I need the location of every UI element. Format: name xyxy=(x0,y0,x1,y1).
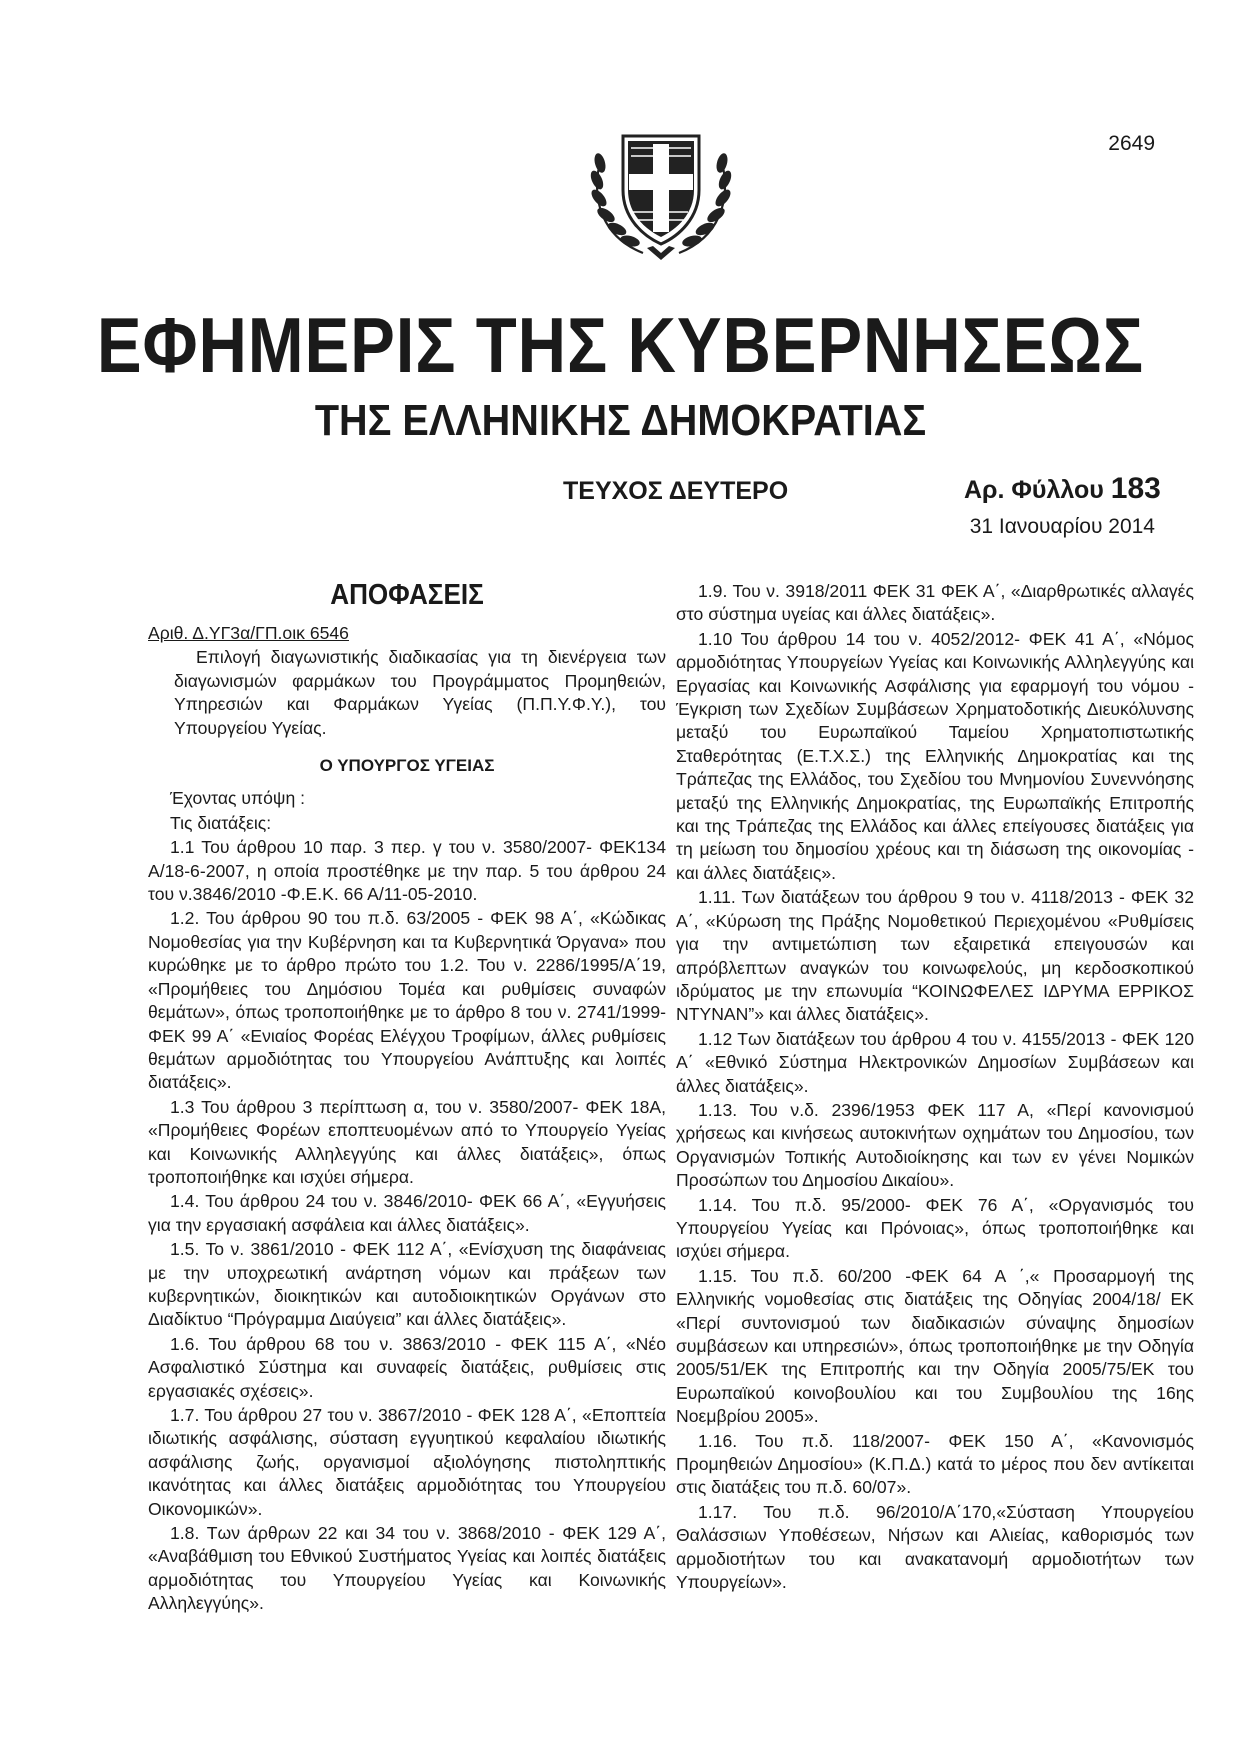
provision-paragraph: 1.15. Του π.δ. 60/200 -ΦΕΚ 64 Α ΄,« Προσαρμογή της Ελληνικής νομοθεσίας στις διατάξεις της Οδηγίας 2004/18/ ΕΚ «Περί συντονισμού των διαδικασιών σύναψης δημοσίων συμβάσεων και υπηρεσιών», όπως τροποποιήθηκε με την Οδηγία 2005/51/ΕΚ της Επιτροπής και την Οδηγία 2005/75/ΕΚ του Ευρωπαϊκού κοινοβουλίου και του Συμβουλίου της 16ης Νοεμβρίου 2005». xyxy=(676,1265,1194,1427)
left-column xyxy=(148,578,666,1617)
sheet-number: 183 xyxy=(1110,472,1161,505)
provisions-label: Τις διατάξεις: xyxy=(170,812,272,833)
provision-paragraph: 1.1 Του άρθρου 10 παρ. 3 περ. γ του ν. 3580/2007- ΦΕΚ134 Α/18-6-2007, η οποία προστέθηκε με την παρ. 5 του άρθρου 24 του ν.3846/2010 -Φ.Ε.Κ. 66 Α/11-05-2010. xyxy=(148,837,666,905)
publication-title: ΕΦΗΜΕΡΙΣ ΤΗΣ ΚΥΒΕΡΝΗΣΕΩΣ xyxy=(96,301,1145,389)
provision-paragraph: 1.11. Των διατάξεων του άρθρου 9 του ν. 4118/2013 - ΦΕΚ 32 Α΄, «Κύρωση της Πράξης Νομοθετικού Περιεχομένου «Ρυθμίσεις για την αντιμετώπιση των εξαιρετικά επειγουσών και απρόβλεπτων αναγκών του κοινωφελούς, μη κερδοσκοπικού ιδρύματος με την επωνυμία “ΚΟΙΝΩΦΕΛΕΣ ΙΔΡΥΜΑ ΕΡΡΙΚΟΣ ΝΤΥΝΑΝ”» και άλλες διατάξεις». xyxy=(676,887,1194,1025)
provision-paragraph: 1.10 Του άρθρου 14 του ν. 4052/2012- ΦΕΚ 41 Α΄, «Νόμος αρμοδιότητας Υπουργείων Υγείας και Κοινωνικής Αλληλεγγύης και Εργασίας και Κοινωνικής Ασφάλισης για εφαρμογή του νόμου - Έγκριση των Σχεδίων Συμβάσεων Χρηματοδοτικής Διευκόλυνσης μεταξύ του Ευρωπαϊκού Ταμείου Χρηματοπιστωτικής Σταθερότητας (Ε.Τ.Χ.Σ.) της Ελληνικής Δημοκρατίας και της Τράπεζας της Ελλάδος, του Σχεδίου του Μνημονίου Συνεννόησης μεταξύ της Ελληνικής Δημοκρατίας, της Ευρωπαϊκής Επιτροπής και της Τράπεζας της Ελλάδος και άλλες επείγουσες διατάξεις για τη μείωση του δημοσίου χρέους και τη διάσωση της οικονομίας - και άλλες διατάξεις». xyxy=(676,628,1194,883)
provision-paragraph: 1.13. Του ν.δ. 2396/1953 ΦΕΚ 117 Α, «Περί κανονισμού χρήσεως και κινήσεως αυτοκινήτων οχημάτων του Δημοσίου, των Οργανισμών Τοπικής Αυτοδιοίκησης και των εν γένει Νομικών Προσώπων του Δημοσίου Δικαίου». xyxy=(676,1099,1194,1191)
right-column xyxy=(676,580,1194,1595)
provision-paragraph: 1.7. Του άρθρου 27 του ν. 3867/2010 - ΦΕΚ 128 Α΄, «Εποπτεία ιδιωτικής ασφάλισης, σύσταση εγγυητικού κεφαλαίου ιδιωτικής ασφάλισης ζωής, οργανισμοί αξιολόγησης πιστοληπτικής ικανότητας και άλλες διατάξεις αρμοδιότητας του Υπουργείου Οικονομικών». xyxy=(148,1405,666,1519)
issue-type: ΤΕΥΧΟΣ ΔΕΥΤΕΡΟ xyxy=(563,477,789,505)
decision-subject: Επιλογή διαγωνιστικής διαδικασίας για τη διενέργεια των διαγωνισμών φαρμάκων του Προγράμματος Προμηθειών, Υπηρεσιών και Φαρμάκων Υγείας (Π.Π.Υ.Φ.Υ.), του Υπουργείου Υγείας. xyxy=(174,647,666,738)
sheet-number-label: Αρ. Φύλλου xyxy=(964,476,1104,504)
sheet-number-block xyxy=(964,472,1161,506)
provision-paragraph: 1.17. Του π.δ. 96/2010/Α΄170,«Σύσταση Υπουργείου Θαλάσσιων Υποθέσεων, Νήσων και Αλιείας, καθορισμός των αρμοδιοτήτων του και ανακατανομή αρμοδιοτήτων των Υπουργείων». xyxy=(676,1501,1194,1593)
provision-paragraph: 1.16. Του π.δ. 118/2007- ΦΕΚ 150 Α΄, «Κανονισμός Προμηθειών Δημοσίου» (Κ.Π.Δ.) κατά το μέρος που δεν αντίκειται στις διατάξεις του π.δ. 60/07». xyxy=(676,1430,1194,1498)
provision-paragraph: 1.8. Των άρθρων 22 και 34 του ν. 3868/2010 - ΦΕΚ 129 Α΄, «Αναβάθμιση του Εθνικού Συστήματος Υγείας και λοιπές διατάξεις αρμοδιότητας του Υπουργείου Υγείας και Κοινωνικής Αλληλεγγύης». xyxy=(148,1523,666,1614)
authority-heading: Ο ΥΠΟΥΡΓΟΣ ΥΓΕΙΑΣ xyxy=(319,756,495,776)
publication-subtitle: ΤΗΣ ΕΛΛΗΝΙΚΗΣ ΔΗΜΟΚΡΑΤΙΑΣ xyxy=(314,396,927,445)
decision-number: Αριθ. Δ.ΥΓ3α/ΓΠ.οικ 6546 xyxy=(148,623,349,643)
provision-paragraph: 1.9. Του ν. 3918/2011 ΦΕΚ 31 ΦΕΚ Α΄, «Διαρθρωτικές αλλαγές στο σύστημα υγείας και άλλες διατάξεις». xyxy=(676,581,1194,625)
provision-paragraph: 1.6. Του άρθρου 68 του ν. 3863/2010 - ΦΕΚ 115 Α΄, «Νέο Ασφαλιστικό Σύστημα και συναφείς διατάξεις, ρυθμίσεις στις εργασιακές σχέσεις». xyxy=(148,1333,666,1401)
provision-paragraph: 1.4. Του άρθρου 24 του ν. 3846/2010- ΦΕΚ 66 Α΄, «Εγγυήσεις για την εργασιακή ασφάλεια και άλλες διατάξεις». xyxy=(148,1191,666,1235)
provision-paragraph: 1.3 Του άρθρου 3 περίπτωση α, του ν. 3580/2007- ΦΕΚ 18Α, «Προμήθειες Φορέων εποπτευομένων από το Υπουργείο Υγείας και Κοινωνικής Αλληλεγγύης και άλλες διατάξεις», όπως τροποποιήθηκε και ισχύει σήμερα. xyxy=(148,1096,666,1187)
provision-paragraph: 1.5. Το ν. 3861/2010 - ΦΕΚ 112 Α΄, «Ενίσχυση της διαφάνειας με την υποχρεωτική ανάρτηση νόμων και πράξεων των κυβερνητικών, διοικητικών και αυτοδιοικητικών Οργάνων στο Διαδίκτυο “Πρόγραμμα Διαύγεια” και άλλες διατάξεις». xyxy=(148,1239,666,1330)
provision-paragraph: 1.14. Του π.δ. 95/2000- ΦΕΚ 76 Α΄, «Οργανισμός του Υπουργείου Υγείας και Πρόνοιας», όπως τροποποιήθηκε και ισχύει σήμερα. xyxy=(676,1194,1194,1262)
page-number: 2649 xyxy=(1108,132,1155,155)
provision-paragraph: 1.12 Των διατάξεων του άρθρου 4 του ν. 4155/2013 - ΦΕΚ 120 Α΄ «Εθνικό Σύστημα Ηλεκτρονικών Δημοσίων Συμβάσεων και άλλες διατάξεις». xyxy=(676,1028,1194,1096)
section-title: ΑΠΟΦΑΣΕΙΣ xyxy=(330,579,484,611)
greek-coat-of-arms-icon xyxy=(583,118,739,263)
provision-paragraph: 1.2. Του άρθρου 90 του π.δ. 63/2005 - ΦΕΚ 98 Α΄, «Κώδικας Νομοθεσίας για την Κυβέρνηση και τα Κυβερνητικά Όργανα» που κυρώθηκε με το άρθρο πρώτο του 1.2. Του ν. 2286/1995/Α΄19, «Προμήθειες του Δημόσιου Τομέα και ρυθμίσεις συναφών θεμάτων», όπως τροποποιήθηκε με το άρθρο 8 του ν. 2741/1999- ΦΕΚ 99 Α΄ «Ενιαίος Φορέας Ελέγχου Τροφίμων, άλλες ρυθμίσεις θεμάτων αρμοδιότητας του Υπουργείου Ανάπτυξης και λοιπές διατάξεις». xyxy=(148,908,666,1093)
issue-date: 31 Ιανουαρίου 2014 xyxy=(969,515,1155,538)
intro-text: Έχοντας υπόψη : xyxy=(170,788,306,809)
